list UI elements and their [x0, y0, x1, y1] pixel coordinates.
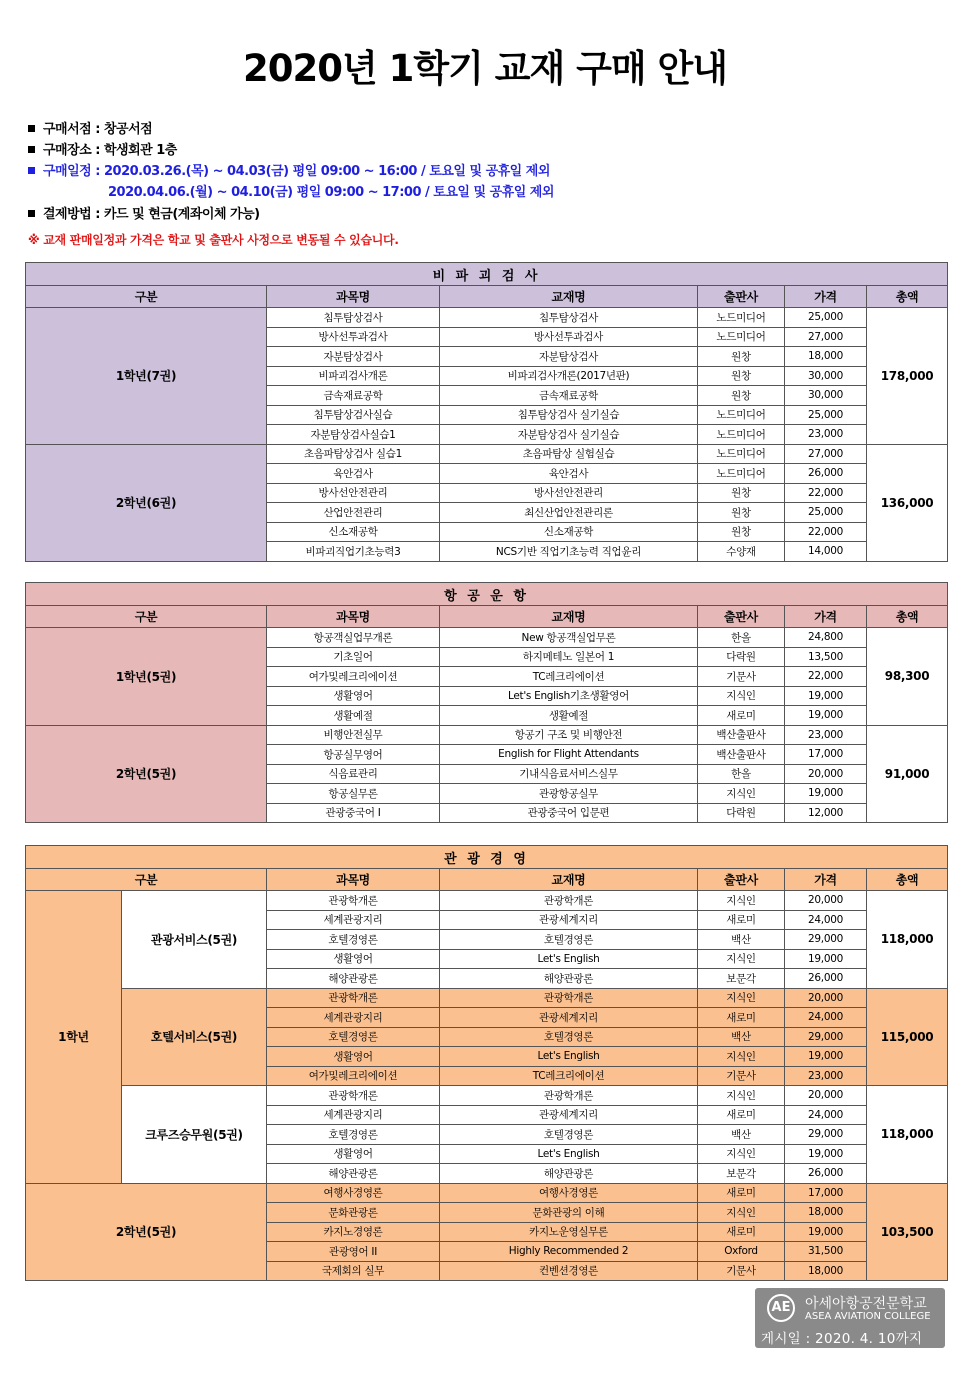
cell-subject: 호텔경영론: [267, 1125, 440, 1145]
bullet-square-icon: [28, 146, 35, 153]
cell-publisher: 지식인: [698, 784, 785, 804]
cell-price: 26,000: [785, 1164, 867, 1184]
cell-subject: 생활영어: [267, 949, 440, 969]
col-header-total: 총액: [867, 606, 948, 628]
cell-price: 29,000: [785, 1027, 867, 1047]
cell-publisher: 다락원: [698, 647, 785, 667]
cell-subject: 여가및레크리에이션: [267, 667, 440, 687]
cell-publisher: 기문사: [698, 1261, 785, 1281]
info-store-text: 구매서점 : 창공서점: [43, 122, 153, 137]
cell-publisher: 한올: [698, 764, 785, 784]
table-row: [26, 1183, 948, 1203]
cell-publisher: 수양재: [698, 542, 785, 562]
cell-publisher: 새로미: [698, 706, 785, 726]
cell-price: 22,000: [785, 522, 867, 542]
cell-textbook: 관광중국어 입문편: [440, 803, 698, 823]
table-row: [26, 308, 948, 328]
col-header-price: 가격: [785, 286, 867, 308]
info-schedule-2: 2020.04.06.(월) ~ 04.10(금) 평일 09:00 ~ 17:00 / 토요일 및 공휴일 제외: [108, 185, 554, 200]
col-header-subject: 과목명: [267, 869, 440, 891]
cell-publisher: 지식인: [698, 949, 785, 969]
cell-price: 20,000: [785, 1086, 867, 1106]
column-header-row: [26, 869, 948, 891]
info-place: [28, 139, 177, 158]
cell-price: 17,000: [785, 745, 867, 765]
cell-subject: 침투탐상검사: [267, 308, 440, 328]
cell-subject: 식음료관리: [267, 764, 440, 784]
cell-publisher: 기문사: [698, 1066, 785, 1086]
cell-publisher: 노드미디어: [698, 464, 785, 484]
col-header-subject: 과목명: [267, 606, 440, 628]
cell-subject: 자분탐상검사실습1: [267, 425, 440, 445]
cell-price: 26,000: [785, 464, 867, 484]
cell-textbook: 관광항공실무: [440, 784, 698, 804]
cell-subject: 관광학개론: [267, 988, 440, 1008]
cell-publisher: 한올: [698, 628, 785, 648]
cell-publisher: 노드미디어: [698, 308, 785, 328]
cell-price: 20,000: [785, 988, 867, 1008]
cell-textbook: 생활예절: [440, 706, 698, 726]
cell-price: 30,000: [785, 366, 867, 386]
group-total: 118,000: [867, 891, 948, 989]
cell-subject: 카지노경영론: [267, 1222, 440, 1242]
section-title: 비 파 괴 검 사: [26, 263, 948, 286]
cell-publisher: 지식인: [698, 1203, 785, 1223]
cell-price: 29,000: [785, 930, 867, 950]
cell-subject: 생활영어: [267, 1047, 440, 1067]
cell-publisher: 새로미: [698, 1008, 785, 1028]
cell-publisher: 지식인: [698, 686, 785, 706]
cell-textbook: 관광학개론: [440, 891, 698, 911]
cell-price: 24,000: [785, 1105, 867, 1125]
cell-textbook: 하지메테노 일본어 1: [440, 647, 698, 667]
group-total: 91,000: [867, 725, 948, 823]
cell-price: 26,000: [785, 969, 867, 989]
cell-price: 13,500: [785, 647, 867, 667]
cell-price: 20,000: [785, 891, 867, 911]
cell-publisher: Oxford: [698, 1242, 785, 1262]
cell-publisher: 백산출판사: [698, 745, 785, 765]
section-header-row: [26, 263, 948, 286]
cell-textbook: 호텔경영론: [440, 1125, 698, 1145]
cell-subject: 금속재료공학: [267, 386, 440, 406]
cell-price: 18,000: [785, 347, 867, 367]
group-label: 호텔서비스(5권): [122, 988, 267, 1086]
col-header-total: 총액: [867, 286, 948, 308]
cell-textbook: TC레크리에이션: [440, 1066, 698, 1086]
cell-textbook: 기내식음료서비스실무: [440, 764, 698, 784]
cell-price: 24,800: [785, 628, 867, 648]
cell-publisher: 보문각: [698, 969, 785, 989]
cell-textbook: 방사선안전관리: [440, 483, 698, 503]
cell-subject: 해양관광론: [267, 969, 440, 989]
cell-textbook: English for Flight Attendants: [440, 745, 698, 765]
cell-price: 22,000: [785, 483, 867, 503]
cell-price: 29,000: [785, 1125, 867, 1145]
cell-subject: 비파괴검사개론: [267, 366, 440, 386]
cell-publisher: 지식인: [698, 891, 785, 911]
group-label: 2학년(5권): [26, 725, 267, 823]
cell-publisher: 다락원: [698, 803, 785, 823]
group-total: 115,000: [867, 988, 948, 1086]
cell-subject: 관광학개론: [267, 1086, 440, 1106]
cell-subject: 침투탐상검사실습: [267, 405, 440, 425]
cell-price: 19,000: [785, 706, 867, 726]
cell-price: 24,000: [785, 910, 867, 930]
cell-subject: 관광학개론: [267, 891, 440, 911]
col-header-textbook: 교재명: [440, 869, 698, 891]
cell-textbook: 육안검사: [440, 464, 698, 484]
college-logo: [755, 1288, 945, 1348]
group-label: 1학년(7권): [26, 308, 267, 445]
group-total: 118,000: [867, 1086, 948, 1184]
cell-publisher: 원창: [698, 386, 785, 406]
cell-subject: 호텔경영론: [267, 930, 440, 950]
cell-publisher: 백산: [698, 930, 785, 950]
group-label: 관광서비스(5권): [122, 891, 267, 989]
cell-textbook: 신소재공학: [440, 522, 698, 542]
cell-price: 14,000: [785, 542, 867, 562]
cell-publisher: 노드미디어: [698, 444, 785, 464]
cell-textbook: 해양관광론: [440, 1164, 698, 1184]
cell-textbook: 침투탐상검사: [440, 308, 698, 328]
cell-price: 27,000: [785, 444, 867, 464]
cell-textbook: Let's English: [440, 1144, 698, 1164]
cell-price: 24,000: [785, 1008, 867, 1028]
table-row: [26, 725, 948, 745]
cell-textbook: 호텔경영론: [440, 930, 698, 950]
cell-price: 25,000: [785, 503, 867, 523]
info-store: [28, 118, 152, 137]
cell-textbook: 여행사경영론: [440, 1183, 698, 1203]
col-header-price: 가격: [785, 869, 867, 891]
cell-publisher: 지식인: [698, 1144, 785, 1164]
cell-publisher: 백산: [698, 1027, 785, 1047]
info-payment-text: 결제방법 : 카드 및 현금(계좌이체 가능): [43, 207, 260, 222]
cell-publisher: 백산출판사: [698, 725, 785, 745]
cell-subject: 세계관광지리: [267, 910, 440, 930]
info-place-text: 구매장소 : 학생회관 1층: [43, 143, 177, 158]
cell-subject: 초음파탐상검사 실습1: [267, 444, 440, 464]
cell-price: 19,000: [785, 1222, 867, 1242]
cell-price: 30,000: [785, 386, 867, 406]
cell-subject: 관광영어 II: [267, 1242, 440, 1262]
cell-subject: 문화관광론: [267, 1203, 440, 1223]
cell-subject: 항공실무영어: [267, 745, 440, 765]
cell-subject: 신소재공학: [267, 522, 440, 542]
cell-price: 18,000: [785, 1261, 867, 1281]
cell-price: 22,000: [785, 667, 867, 687]
cell-subject: 비파괴직업기초능력3: [267, 542, 440, 562]
cell-publisher: 새로미: [698, 910, 785, 930]
cell-publisher: 원창: [698, 483, 785, 503]
col-header-category: 구분: [26, 606, 267, 628]
cell-textbook: 카지노운영실무론: [440, 1222, 698, 1242]
info-payment: [28, 203, 260, 222]
cell-textbook: 해양관광론: [440, 969, 698, 989]
col-header-publisher: 출판사: [698, 606, 785, 628]
cell-price: 31,500: [785, 1242, 867, 1262]
flight-tbody: [26, 583, 948, 823]
col-header-publisher: 출판사: [698, 869, 785, 891]
cell-publisher: 보문각: [698, 1164, 785, 1184]
cell-textbook: 호텔경영론: [440, 1027, 698, 1047]
col-header-category: 구분: [26, 869, 267, 891]
cell-publisher: 백산: [698, 1125, 785, 1145]
cell-publisher: 지식인: [698, 1047, 785, 1067]
cell-textbook: 자분탐상검사: [440, 347, 698, 367]
cell-textbook: Highly Recommended 2: [440, 1242, 698, 1262]
year-label: 1학년: [26, 891, 122, 1184]
cell-textbook: 항공기 구조 및 비행안전: [440, 725, 698, 745]
cell-price: 20,000: [785, 764, 867, 784]
section-header-row: [26, 583, 948, 606]
cell-textbook: 관광세계지리: [440, 1008, 698, 1028]
cell-textbook: TC레크리에이션: [440, 667, 698, 687]
cell-textbook: 초음파탐상 실험실습: [440, 444, 698, 464]
bullet-square-icon: [28, 167, 35, 174]
column-header-row: [26, 286, 948, 308]
section-title: 관 광 경 영: [26, 846, 948, 869]
cell-publisher: 원창: [698, 522, 785, 542]
cell-price: 17,000: [785, 1183, 867, 1203]
cell-subject: 비행안전실무: [267, 725, 440, 745]
group-total: 178,000: [867, 308, 948, 445]
col-header-publisher: 출판사: [698, 286, 785, 308]
college-emblem-icon: AE: [767, 1294, 795, 1322]
cell-publisher: 노드미디어: [698, 425, 785, 445]
cell-subject: 항공실무론: [267, 784, 440, 804]
col-header-textbook: 교재명: [440, 606, 698, 628]
cell-subject: 여가및레크리에이션: [267, 1066, 440, 1086]
ndt-tbody: [26, 263, 948, 562]
cell-subject: 세계관광지리: [267, 1105, 440, 1125]
info-schedule: [28, 160, 550, 179]
cell-textbook: 문화관광의 이해: [440, 1203, 698, 1223]
posting-date: 게시일 : 2020. 4. 10까지: [761, 1331, 923, 1347]
cell-price: 27,000: [785, 327, 867, 347]
cell-subject: 관광중국어 I: [267, 803, 440, 823]
cell-subject: 육안검사: [267, 464, 440, 484]
group-total: 98,300: [867, 628, 948, 726]
group-label: 2학년(5권): [26, 1183, 267, 1281]
cell-subject: 해양관광론: [267, 1164, 440, 1184]
tourism-table: [25, 845, 948, 1281]
group-label: 1학년(5권): [26, 628, 267, 726]
cell-textbook: Let's English: [440, 1047, 698, 1067]
cell-subject: 생활영어: [267, 1144, 440, 1164]
cell-price: 19,000: [785, 1144, 867, 1164]
cell-price: 25,000: [785, 308, 867, 328]
cell-price: 25,000: [785, 405, 867, 425]
section-header-row: [26, 846, 948, 869]
cell-publisher: 새로미: [698, 1222, 785, 1242]
bullet-square-icon: [28, 210, 35, 217]
cell-subject: 생활영어: [267, 686, 440, 706]
cell-publisher: 원창: [698, 347, 785, 367]
college-name-ko: 아세아항공전문학교: [805, 1296, 927, 1312]
cell-price: 23,000: [785, 725, 867, 745]
cell-subject: 생활예절: [267, 706, 440, 726]
page-title: 2020년 1학기 교재 구매 안내: [243, 47, 727, 90]
cell-textbook: Let's English기초생활영어: [440, 686, 698, 706]
table-row: [26, 444, 948, 464]
ndt-table: [25, 262, 948, 562]
cell-subject: 호텔경영론: [267, 1027, 440, 1047]
group-label: 크루즈승무원(5권): [122, 1086, 267, 1184]
cell-price: 19,000: [785, 686, 867, 706]
bullet-square-icon: [28, 125, 35, 132]
cell-textbook: Let's English: [440, 949, 698, 969]
tourism-tbody: [26, 846, 948, 1281]
cell-price: 18,000: [785, 1203, 867, 1223]
cell-price: 23,000: [785, 425, 867, 445]
cell-publisher: 새로미: [698, 1105, 785, 1125]
cell-publisher: 노드미디어: [698, 405, 785, 425]
cell-publisher: 노드미디어: [698, 327, 785, 347]
cell-textbook: 자분탐상검사 실기실습: [440, 425, 698, 445]
cell-publisher: 원창: [698, 503, 785, 523]
table-row: [26, 891, 948, 911]
cell-textbook: 침투탐상검사 실기실습: [440, 405, 698, 425]
table-row: [26, 988, 948, 1008]
cell-publisher: 기문사: [698, 667, 785, 687]
cell-subject: 기초일어: [267, 647, 440, 667]
cell-publisher: 새로미: [698, 1183, 785, 1203]
col-header-textbook: 교재명: [440, 286, 698, 308]
notice-text: ※ 교재 판매일정과 가격은 학교 및 출판사 사정으로 변동될 수 있습니다.: [28, 233, 399, 247]
cell-subject: 방사선투과검사: [267, 327, 440, 347]
cell-textbook: 방사선투과검사: [440, 327, 698, 347]
cell-price: 19,000: [785, 949, 867, 969]
col-header-price: 가격: [785, 606, 867, 628]
cell-price: 19,000: [785, 1047, 867, 1067]
cell-textbook: 비파괴검사개론(2017년판): [440, 366, 698, 386]
cell-subject: 여행사경영론: [267, 1183, 440, 1203]
cell-textbook: 관광세계지리: [440, 1105, 698, 1125]
cell-publisher: 지식인: [698, 988, 785, 1008]
group-label: 2학년(6권): [26, 444, 267, 561]
cell-subject: 산업안전관리: [267, 503, 440, 523]
col-header-category: 구분: [26, 286, 267, 308]
cell-publisher: 지식인: [698, 1086, 785, 1106]
college-name-en: ASEA AVIATION COLLEGE: [805, 1311, 931, 1322]
section-title: 항 공 운 항: [26, 583, 948, 606]
cell-subject: 자분탐상검사: [267, 347, 440, 367]
group-total: 136,000: [867, 444, 948, 561]
column-header-row: [26, 606, 948, 628]
cell-textbook: 컨벤션경영론: [440, 1261, 698, 1281]
cell-textbook: NCS기반 직업기초능력 직업윤리: [440, 542, 698, 562]
col-header-total: 총액: [867, 869, 948, 891]
cell-textbook: New 항공객실업무론: [440, 628, 698, 648]
cell-textbook: 관광세계지리: [440, 910, 698, 930]
cell-subject: 항공객실업무개론: [267, 628, 440, 648]
cell-textbook: 관광학개론: [440, 1086, 698, 1106]
cell-subject: 국제회의 실무: [267, 1261, 440, 1281]
cell-textbook: 금속재료공학: [440, 386, 698, 406]
flight-table: [25, 582, 948, 823]
cell-subject: 세계관광지리: [267, 1008, 440, 1028]
cell-price: 23,000: [785, 1066, 867, 1086]
table-row: [26, 628, 948, 648]
cell-price: 19,000: [785, 784, 867, 804]
group-total: 103,500: [867, 1183, 948, 1281]
cell-price: 12,000: [785, 803, 867, 823]
info-schedule-text: 구매일정 : 2020.03.26.(목) ~ 04.03(금) 평일 09:00 ~ 16:00 / 토요일 및 공휴일 제외: [43, 164, 550, 179]
cell-publisher: 원창: [698, 366, 785, 386]
cell-textbook: 관광학개론: [440, 988, 698, 1008]
cell-subject: 방사선안전관리: [267, 483, 440, 503]
cell-textbook: 최신산업안전관리론: [440, 503, 698, 523]
col-header-subject: 과목명: [267, 286, 440, 308]
table-row: [26, 1086, 948, 1106]
